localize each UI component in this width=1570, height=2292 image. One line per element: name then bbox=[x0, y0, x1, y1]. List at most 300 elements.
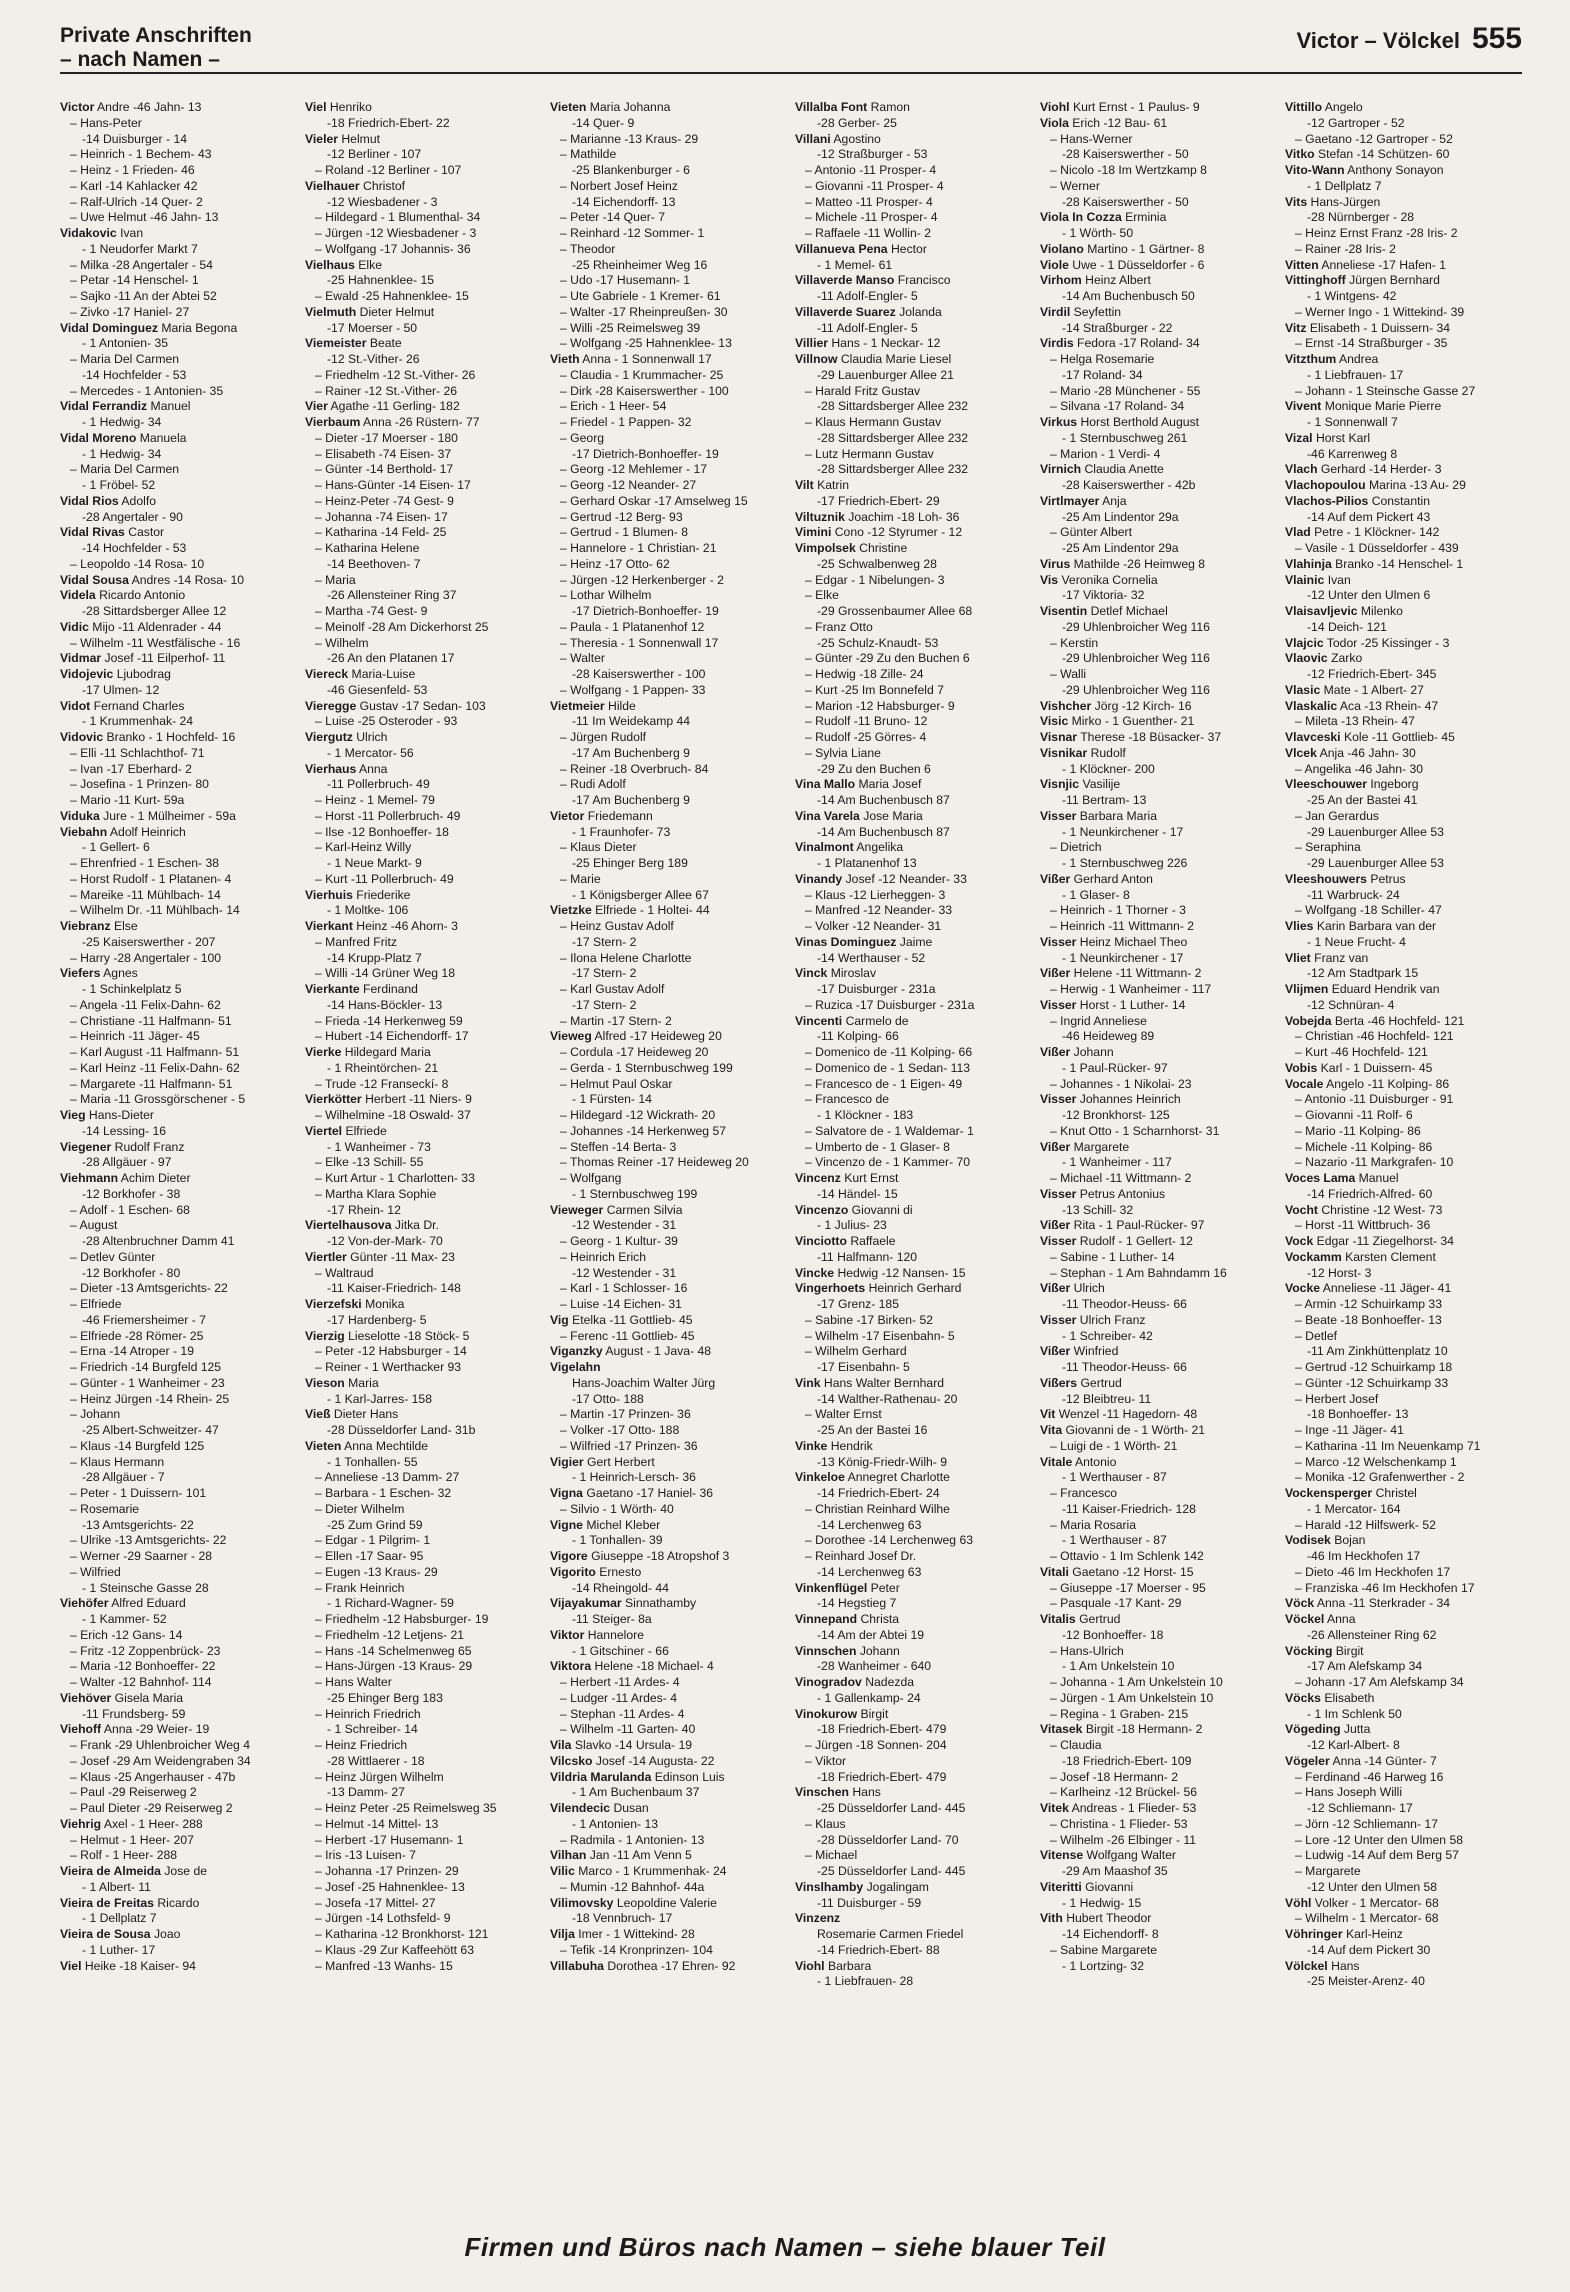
entry-text: -11 Adolf-Engler- 5 bbox=[817, 320, 918, 335]
entry-text: -25 Am Lindentor 29a bbox=[1062, 541, 1179, 555]
directory-entry-line bbox=[60, 1155, 294, 1171]
directory-entry-line bbox=[305, 1675, 539, 1691]
surname: Vierhaus bbox=[305, 761, 357, 776]
directory-entry-line bbox=[550, 541, 784, 557]
listing-column-2 bbox=[305, 100, 539, 2218]
entry-text: -14 Krupp-Platz 7 bbox=[327, 950, 422, 965]
entry-text: Edinson Luis bbox=[654, 1769, 725, 1784]
surname: Vila bbox=[550, 1738, 572, 1752]
entry-text: – Mareike -11 Mühlbach- 14 bbox=[70, 887, 221, 902]
directory-entry bbox=[550, 1738, 784, 1754]
surname: Vobejda bbox=[1285, 1013, 1332, 1028]
directory-entry-line bbox=[795, 714, 1029, 730]
entry-text: -14 Lerchenweg 63 bbox=[817, 1564, 922, 1579]
entry-text: – Elli -11 Schlachthof- 71 bbox=[70, 745, 205, 760]
entry-text: -28 Sittardsberger Allee 232 bbox=[817, 430, 969, 445]
directory-entry-line bbox=[305, 1833, 539, 1849]
entry-text: -11 Warbruck- 24 bbox=[1307, 887, 1400, 902]
directory-entry bbox=[1285, 919, 1519, 935]
entry-text: – Zivko -17 Haniel- 27 bbox=[70, 304, 190, 319]
entry-text: – Michael -11 Wittmann- 2 bbox=[1050, 1171, 1192, 1185]
surname: Vinalmont bbox=[795, 840, 854, 855]
directory-entry bbox=[1285, 1959, 1519, 1975]
directory-entry bbox=[305, 258, 539, 274]
directory-entry-line bbox=[550, 1911, 784, 1927]
entry-text: Leopoldine Valerie bbox=[616, 1895, 717, 1910]
entry-text: Fernand Charles bbox=[93, 698, 185, 713]
directory-entry bbox=[1040, 1376, 1274, 1392]
entry-text: - 1 Wintgens- 42 bbox=[1307, 289, 1397, 303]
surname: Vlach bbox=[1285, 462, 1318, 477]
directory-entry bbox=[550, 809, 784, 825]
directory-entry-line bbox=[795, 258, 1029, 274]
entry-text: – Frank -29 Uhlenbroicher Weg 4 bbox=[70, 1738, 250, 1752]
directory-entry bbox=[795, 1675, 1029, 1691]
directory-entry-line bbox=[1285, 1864, 1519, 1880]
entry-text: Margarete bbox=[1073, 1139, 1130, 1154]
directory-entry bbox=[795, 1959, 1029, 1975]
entry-text: – Francesco de - 1 Eigen- 49 bbox=[805, 1076, 963, 1091]
entry-text: -46 Im Heckhofen 17 bbox=[1307, 1549, 1421, 1563]
surname: Visser bbox=[1040, 808, 1077, 823]
entry-text: – Maria -12 Bonhoeffer- 22 bbox=[70, 1659, 216, 1674]
directory-entry-line bbox=[60, 604, 294, 620]
directory-entry-line bbox=[305, 1770, 539, 1786]
entry-text: - 1 Werthauser - 87 bbox=[1062, 1470, 1167, 1485]
surname: Vidot bbox=[60, 698, 91, 713]
directory-entry-line bbox=[305, 1455, 539, 1471]
entry-text: – Margarete bbox=[1295, 1864, 1361, 1878]
surname: Villanueva Pena bbox=[795, 241, 888, 256]
directory-entry-line bbox=[1040, 447, 1274, 463]
directory-entry bbox=[1285, 1644, 1519, 1660]
directory-entry-line bbox=[795, 793, 1029, 809]
directory-entry bbox=[60, 100, 294, 116]
directory-entry-line bbox=[1285, 1518, 1519, 1534]
entry-text: – Heinz - 1 Frieden- 46 bbox=[70, 163, 195, 177]
entry-text: – Peter -12 Habsburger - 14 bbox=[315, 1344, 467, 1359]
directory-entry bbox=[1285, 163, 1519, 179]
surname: Violano bbox=[1040, 241, 1084, 256]
directory-entry-line bbox=[550, 982, 784, 998]
directory-entry-line bbox=[1040, 368, 1274, 384]
entry-text: – Detlef bbox=[1295, 1328, 1338, 1343]
directory-entry-line bbox=[305, 1659, 539, 1675]
directory-entry-line bbox=[60, 951, 294, 967]
directory-entry-line bbox=[550, 1297, 784, 1313]
surname: Viktora bbox=[550, 1659, 592, 1674]
entry-text: Anna -14 Günter- 7 bbox=[1332, 1753, 1437, 1768]
entry-text: – Helmut Paul Oskar bbox=[560, 1076, 673, 1091]
entry-text: Hedwig -12 Nansen- 15 bbox=[837, 1265, 966, 1280]
surname: Vingerhoets bbox=[795, 1281, 866, 1296]
entry-text: Ulrich Franz bbox=[1079, 1312, 1146, 1327]
entry-text: – Günter -12 Schuirkamp 33 bbox=[1295, 1375, 1449, 1390]
entry-text: – Willi -25 Reimelsweg 39 bbox=[560, 320, 701, 335]
directory-entry-line bbox=[1040, 1644, 1274, 1660]
entry-text: Günter -11 Max- 23 bbox=[350, 1249, 455, 1264]
directory-entry bbox=[1285, 1250, 1519, 1266]
directory-entry bbox=[550, 1596, 784, 1612]
directory-entry-line bbox=[550, 1234, 784, 1250]
entry-text: -14 Friedrich-Ebert- 24 bbox=[817, 1486, 940, 1500]
entry-text: – Hans-Werner bbox=[1050, 131, 1133, 146]
entry-text: -25 Albert-Schweitzer- 47 bbox=[82, 1423, 219, 1437]
directory-entry bbox=[550, 1518, 784, 1534]
entry-text: -28 Sittardsberger Allee 232 bbox=[817, 462, 969, 477]
entry-text: -14 Straßburger - 22 bbox=[1062, 320, 1173, 335]
entry-text: Hildegard Maria bbox=[344, 1045, 431, 1059]
directory-entry-line bbox=[550, 1833, 784, 1849]
directory-entry-line bbox=[1040, 1927, 1274, 1943]
directory-entry bbox=[1285, 872, 1519, 888]
surname: Vidal Rios bbox=[60, 493, 119, 508]
directory-entry-line bbox=[305, 321, 539, 337]
entry-text: – Günter - 1 Wanheimer - 23 bbox=[70, 1375, 225, 1390]
directory-entry-line bbox=[60, 777, 294, 793]
entry-text: – Christian -46 Hochfeld- 121 bbox=[1295, 1029, 1454, 1044]
entry-text: Josef -11 Eilperhof- 11 bbox=[104, 651, 226, 666]
directory-entry-line bbox=[795, 1187, 1029, 1203]
entry-text: -14 Händel- 15 bbox=[817, 1186, 898, 1201]
directory-entry bbox=[795, 541, 1029, 557]
directory-entry-line bbox=[795, 1722, 1029, 1738]
directory-entry-line bbox=[550, 951, 784, 967]
entry-text: - 1 Rheintörchen- 21 bbox=[327, 1060, 439, 1075]
directory-entry bbox=[60, 651, 294, 667]
entry-text: -12 Westender - 31 bbox=[572, 1265, 677, 1280]
directory-entry bbox=[795, 132, 1029, 148]
directory-entry bbox=[305, 132, 539, 148]
directory-entry-line bbox=[795, 683, 1029, 699]
directory-entry-line bbox=[1040, 226, 1274, 242]
directory-entry-line bbox=[550, 1707, 784, 1723]
entry-text: -14 Lessing- 16 bbox=[82, 1123, 167, 1138]
directory-entry bbox=[550, 1659, 784, 1675]
surname: Vleeshouwers bbox=[1285, 871, 1367, 886]
directory-entry bbox=[795, 478, 1029, 494]
entry-text: -17 Roland- 34 bbox=[1062, 367, 1143, 382]
directory-entry-line bbox=[1285, 368, 1519, 384]
directory-entry-line bbox=[305, 1486, 539, 1502]
directory-entry-line bbox=[550, 132, 784, 148]
surname: Vißer bbox=[1040, 871, 1071, 886]
entry-text: -29 Uhlenbroicher Weg 116 bbox=[1062, 619, 1210, 634]
directory-entry-line bbox=[795, 730, 1029, 746]
directory-entry-line bbox=[60, 1439, 294, 1455]
entry-text: -12 Borkhofer - 80 bbox=[82, 1265, 181, 1280]
directory-entry-line bbox=[550, 1439, 784, 1455]
entry-text: Hubert Theodor bbox=[1066, 1911, 1152, 1926]
listing-column-6 bbox=[1285, 100, 1519, 2218]
entry-text: Maria Johanna bbox=[589, 100, 671, 114]
directory-entry bbox=[1285, 1061, 1519, 1077]
directory-entry-line bbox=[1285, 1218, 1519, 1234]
surname: Viemeister bbox=[305, 336, 367, 351]
entry-text: Hans bbox=[1331, 1958, 1360, 1973]
directory-entry bbox=[305, 1250, 539, 1266]
directory-entry-line bbox=[795, 1628, 1029, 1644]
entry-text: – Friedel - 1 Pappen- 32 bbox=[560, 415, 692, 429]
entry-text: – Mario -28 Münchener - 55 bbox=[1050, 383, 1201, 398]
surname: Vietmeier bbox=[550, 698, 605, 713]
directory-entry-line bbox=[60, 1943, 294, 1959]
directory-entry-line bbox=[305, 651, 539, 667]
surname: Vidmar bbox=[60, 651, 102, 666]
entry-text: – Udo -17 Husemann- 1 bbox=[560, 273, 691, 288]
entry-text: – Margarete -11 Halfmann- 51 bbox=[70, 1076, 233, 1091]
entry-text: – Herbert Josef bbox=[1295, 1391, 1379, 1406]
directory-entry-line bbox=[1040, 195, 1274, 211]
directory-entry bbox=[795, 1376, 1029, 1392]
directory-entry-line bbox=[1040, 1518, 1274, 1534]
directory-entry-line bbox=[305, 998, 539, 1014]
entry-text: -26 Allensteiner Ring 37 bbox=[327, 588, 457, 603]
entry-text: Andres -14 Rosa- 10 bbox=[131, 572, 245, 587]
surname: Vierkötter bbox=[305, 1092, 362, 1107]
directory-entry bbox=[1040, 242, 1274, 258]
directory-entry bbox=[1285, 1234, 1519, 1250]
entry-text: – Katharina Helene bbox=[315, 541, 420, 555]
directory-entry bbox=[1285, 352, 1519, 368]
directory-entry-line bbox=[795, 573, 1029, 589]
directory-entry-line bbox=[60, 683, 294, 699]
entry-text: Gaetano -17 Haniel- 36 bbox=[586, 1486, 714, 1500]
directory-entry bbox=[1040, 462, 1274, 478]
entry-text: – Iris -13 Luisen- 7 bbox=[315, 1848, 416, 1863]
entry-text: – Marianne -13 Kraus- 29 bbox=[560, 131, 699, 146]
page-number: 555 bbox=[1471, 22, 1522, 55]
surname: Vieler bbox=[305, 131, 338, 146]
directory-entry bbox=[305, 667, 539, 683]
directory-entry-line bbox=[60, 1738, 294, 1754]
surname: Viehöver bbox=[60, 1690, 112, 1705]
surname: Vöcks bbox=[1285, 1690, 1321, 1705]
directory-entry-line bbox=[550, 226, 784, 242]
directory-entry bbox=[1285, 494, 1519, 510]
surname: Vigier bbox=[550, 1454, 584, 1469]
surname: Vock bbox=[1285, 1234, 1314, 1248]
directory-entry-line bbox=[1285, 447, 1519, 463]
entry-text: Monika bbox=[365, 1297, 405, 1311]
directory-entry bbox=[550, 699, 784, 715]
directory-entry-line bbox=[1040, 588, 1274, 604]
directory-entry bbox=[795, 525, 1029, 541]
entry-text: – Katharina -12 Bronkhorst- 121 bbox=[315, 1927, 489, 1941]
entry-text: -14 Hegstieg 7 bbox=[817, 1596, 897, 1611]
directory-entry-line bbox=[1040, 1864, 1274, 1880]
surname: Viergutz bbox=[305, 730, 353, 744]
entry-text: - 1 Steinsche Gasse 28 bbox=[82, 1580, 209, 1595]
directory-entry-line bbox=[60, 352, 294, 368]
directory-entry-line bbox=[1040, 856, 1274, 872]
entry-text: – Frieda -14 Herkenweg 59 bbox=[315, 1013, 463, 1028]
directory-entry-line bbox=[60, 1455, 294, 1471]
entry-text: – Josef -25 Hahnenklee- 13 bbox=[315, 1879, 465, 1894]
directory-entry bbox=[1285, 1533, 1519, 1549]
entry-text: -28 Düsseldorfer Land- 31b bbox=[327, 1423, 476, 1437]
entry-text: – Wolfgang bbox=[560, 1171, 622, 1185]
directory-entry bbox=[1040, 1911, 1274, 1927]
surname: Vigne bbox=[550, 1517, 583, 1532]
entry-text: Wenzel -11 Hagedorn- 48 bbox=[1058, 1407, 1198, 1422]
directory-entry-line bbox=[1040, 825, 1274, 841]
directory-entry-line bbox=[550, 179, 784, 195]
entry-text: – Heinz Ernst Franz -28 Iris- 2 bbox=[1295, 226, 1458, 240]
directory-entry-line bbox=[1040, 888, 1274, 904]
entry-text: – Regina - 1 Graben- 215 bbox=[1050, 1706, 1189, 1721]
entry-text: – Manfred -13 Wanhs- 15 bbox=[315, 1958, 453, 1973]
entry-text: – Anneliese -13 Damm- 27 bbox=[315, 1470, 460, 1485]
directory-entry-line bbox=[305, 1533, 539, 1549]
directory-entry bbox=[1285, 431, 1519, 447]
entry-text: – Edgar - 1 Pilgrim- 1 bbox=[315, 1533, 431, 1548]
directory-entry-line bbox=[305, 289, 539, 305]
directory-entry bbox=[60, 1140, 294, 1156]
directory-entry-line bbox=[1040, 1691, 1274, 1707]
entry-text: -12 Westender - 31 bbox=[572, 1218, 677, 1233]
surname: Vincenti bbox=[795, 1013, 843, 1028]
entry-text: – Hans-Peter bbox=[70, 115, 142, 130]
directory-entry-line bbox=[1040, 762, 1274, 778]
directory-entry bbox=[305, 1045, 539, 1061]
directory-entry bbox=[1040, 1722, 1274, 1738]
directory-entry bbox=[1285, 147, 1519, 163]
directory-entry-line bbox=[305, 1628, 539, 1644]
entry-text: – Paul Dieter -29 Reiserweg 2 bbox=[70, 1801, 233, 1815]
directory-entry bbox=[1040, 1140, 1274, 1156]
surname: Viebranz bbox=[60, 919, 111, 933]
entry-text: – Norbert Josef Heinz bbox=[560, 178, 678, 193]
directory-entry bbox=[795, 809, 1029, 825]
entry-text: – Giuseppe -17 Moerser - 95 bbox=[1050, 1580, 1206, 1595]
entry-text: – Maria Rosaria bbox=[1050, 1517, 1137, 1532]
entry-text: – Ute Gabriele - 1 Kremer- 61 bbox=[560, 289, 721, 303]
entry-text: – Herwig - 1 Wanheimer - 117 bbox=[1050, 982, 1212, 996]
directory-entry bbox=[1040, 1423, 1274, 1439]
directory-entry-line bbox=[795, 1250, 1029, 1266]
entry-text: – Volker -17 Otto- 188 bbox=[560, 1423, 680, 1437]
entry-text: Gerhard Anton bbox=[1073, 871, 1153, 886]
directory-entry-line bbox=[1040, 1959, 1274, 1975]
directory-entry-line bbox=[1285, 1785, 1519, 1801]
directory-entry-line bbox=[60, 210, 294, 226]
directory-entry-line bbox=[60, 1518, 294, 1534]
listing-column-4 bbox=[795, 100, 1029, 2218]
surname: Viertler bbox=[305, 1249, 347, 1264]
entry-text: – Raffaele -11 Wollin- 2 bbox=[805, 226, 932, 240]
entry-text: -29 Grossenbaumer Allee 68 bbox=[817, 604, 973, 618]
directory-entry-line bbox=[1285, 825, 1519, 841]
directory-entry-line bbox=[60, 1203, 294, 1219]
directory-entry bbox=[795, 1707, 1029, 1723]
entry-text: - 1 Im Schlenk 50 bbox=[1307, 1706, 1402, 1721]
entry-text: – Hans-Jürgen -13 Kraus- 29 bbox=[315, 1659, 473, 1674]
surname: Vilhan bbox=[550, 1848, 587, 1863]
surname: Vögeler bbox=[1285, 1753, 1330, 1768]
directory-entry-line bbox=[550, 1187, 784, 1203]
directory-entry-line bbox=[795, 604, 1029, 620]
entry-text: -14 Auf dem Pickert 43 bbox=[1307, 509, 1431, 524]
entry-text: Joao bbox=[153, 1927, 181, 1941]
entry-text: – Paul -29 Reiserweg 2 bbox=[70, 1785, 197, 1800]
entry-text: -14 Werthauser - 52 bbox=[817, 950, 926, 965]
directory-entry-line bbox=[550, 147, 784, 163]
entry-text: -14 Am Buchenbusch 87 bbox=[817, 824, 950, 839]
entry-text: -29 Uhlenbroicher Weg 116 bbox=[1062, 651, 1210, 666]
directory-entry-line bbox=[60, 1266, 294, 1282]
directory-entry-line bbox=[60, 415, 294, 431]
surname: Vier bbox=[305, 399, 328, 414]
entry-text: Jose de bbox=[164, 1864, 208, 1878]
directory-entry-line bbox=[305, 1061, 539, 1077]
entry-text: – Hildegard -12 Wickrath- 20 bbox=[560, 1108, 716, 1122]
directory-entry-line bbox=[550, 289, 784, 305]
surname: Vinke bbox=[795, 1438, 828, 1453]
directory-entry-line bbox=[1040, 478, 1274, 494]
directory-entry-line bbox=[550, 998, 784, 1014]
entry-text: – Waltraud bbox=[315, 1265, 374, 1280]
directory-entry bbox=[60, 1959, 294, 1975]
directory-entry-line bbox=[795, 1927, 1029, 1943]
surname: Viehrig bbox=[60, 1816, 102, 1831]
entry-text: Ljubodrag bbox=[116, 667, 171, 681]
entry-text: Lieselotte -18 Stöck- 5 bbox=[348, 1328, 470, 1343]
entry-text: – Frank Heinrich bbox=[315, 1580, 405, 1595]
directory-entry-line bbox=[60, 1313, 294, 1329]
entry-text: Zarko bbox=[1331, 651, 1363, 666]
directory-entry bbox=[60, 1108, 294, 1124]
directory-entry bbox=[305, 919, 539, 935]
entry-text: -17 Stern- 2 bbox=[572, 966, 637, 981]
directory-entry-line bbox=[305, 1864, 539, 1880]
surname: Visnar bbox=[1040, 730, 1078, 744]
entry-text: – Günter Albert bbox=[1050, 525, 1132, 540]
surname: Vidal Dominguez bbox=[60, 320, 158, 335]
directory-entry-line bbox=[305, 1722, 539, 1738]
directory-entry-line bbox=[550, 494, 784, 510]
directory-entry-line bbox=[795, 1329, 1029, 1345]
directory-entry bbox=[1285, 258, 1519, 274]
directory-entry-line bbox=[550, 919, 784, 935]
directory-entry-line bbox=[60, 1533, 294, 1549]
entry-text: -12 Unter den Ulmen 6 bbox=[1307, 588, 1431, 603]
entry-text: Joachim -18 Loh- 36 bbox=[848, 509, 960, 524]
directory-entry bbox=[550, 1455, 784, 1471]
directory-entry-line bbox=[305, 494, 539, 510]
directory-entry-line bbox=[795, 1155, 1029, 1171]
entry-text: Hans - 1 Neckar- 12 bbox=[831, 336, 941, 351]
directory-entry bbox=[1040, 809, 1274, 825]
surname: Viertel bbox=[305, 1123, 343, 1138]
directory-entry-line bbox=[795, 1455, 1029, 1471]
entry-text: – Reinhard Josef Dr. bbox=[805, 1549, 917, 1563]
entry-text: -28 Kaiserswerther - 50 bbox=[1062, 147, 1189, 162]
entry-text: – Dorothee -14 Lerchenweg 63 bbox=[805, 1533, 974, 1548]
directory-entry-line bbox=[1285, 1470, 1519, 1486]
entry-text: – Eugen -13 Kraus- 29 bbox=[315, 1564, 438, 1579]
directory-entry bbox=[60, 809, 294, 825]
entry-text: -14 Walther-Rathenau- 20 bbox=[817, 1391, 958, 1406]
surname: Viel bbox=[305, 100, 327, 114]
entry-text: Sinnathamby bbox=[625, 1596, 697, 1611]
surname: Visic bbox=[1040, 714, 1069, 729]
entry-text: Jitka Dr. bbox=[394, 1218, 439, 1233]
directory-entry-line bbox=[60, 1848, 294, 1864]
entry-text: – Hedwig -18 Zille- 24 bbox=[805, 667, 924, 681]
entry-text: – Milka -28 Angertaler - 54 bbox=[70, 257, 213, 272]
surname: Vitali bbox=[1040, 1564, 1069, 1579]
